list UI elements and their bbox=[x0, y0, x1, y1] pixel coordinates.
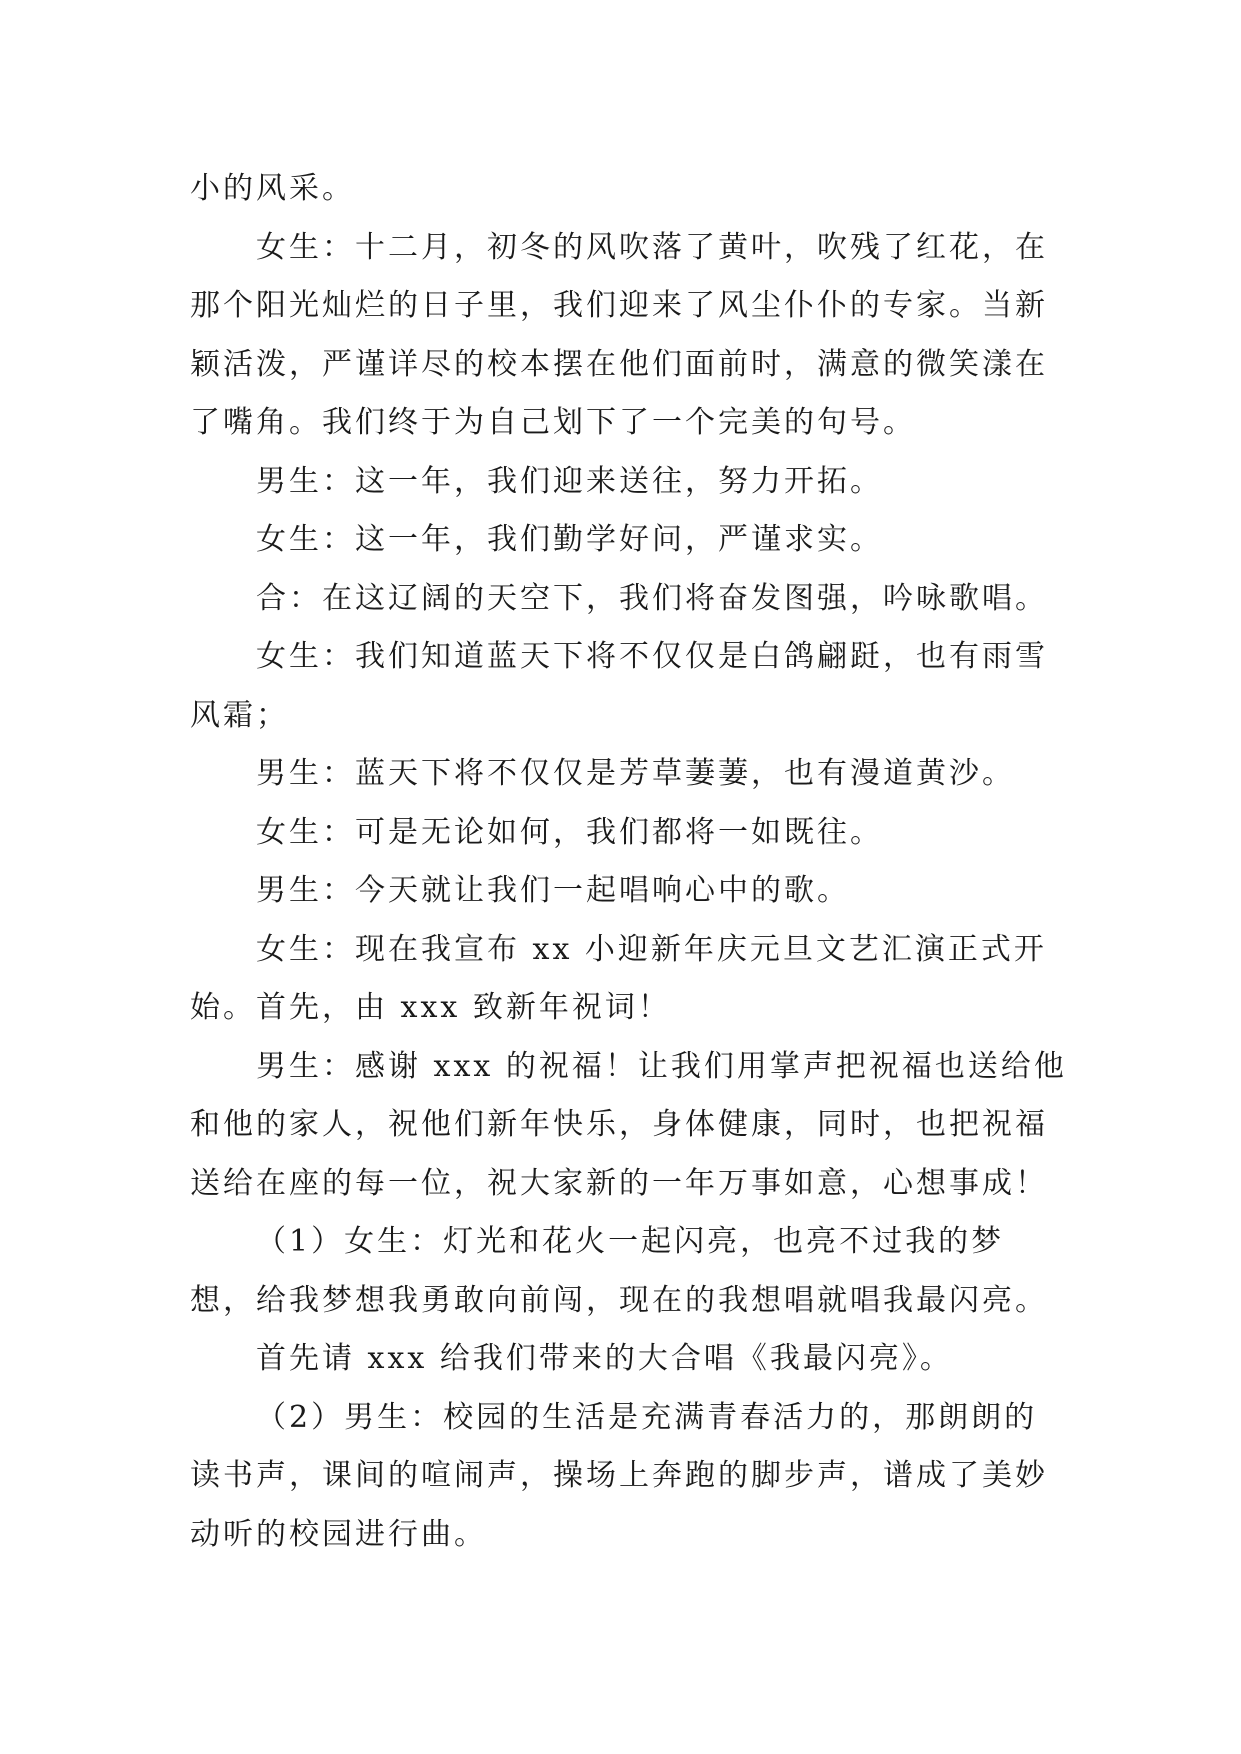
document-body bbox=[190, 160, 1070, 1564]
paragraph: （1）女生：灯光和花火一起闪亮，也亮不过我的梦想，给我梦想我勇敢向前闯，现在的我想唱就唱我最闪亮。 bbox=[190, 1224, 1048, 1318]
paragraph: 女生：十二月，初冬的风吹落了黄叶，吹残了红花，在那个阳光灿烂的日子里，我们迎来了风尘仆仆的专家。当新颖活泼，严谨详尽的校本摆在他们面前时，满意的微笑漾在了嘴角。我们终于为自己划下了一个完美的句号。 bbox=[190, 229, 1048, 440]
paragraph: 男生：今天就让我们一起唱响心中的歌。 bbox=[256, 873, 850, 908]
paragraph: 女生：这一年，我们勤学好问，严谨求实。 bbox=[256, 522, 883, 557]
paragraph: 小的风采。 bbox=[190, 171, 355, 206]
paragraph: 合：在这辽阔的天空下，我们将奋发图强，吟咏歌唱。 bbox=[256, 580, 1048, 616]
paragraph: 男生：感谢 xxx 的祝福！让我们用掌声把祝福也送给他和他的家人，祝他们新年快乐，身体健康，同时，也把祝福送给在座的每一位，祝大家新的一年万事如意，心想事成！ bbox=[190, 1048, 1067, 1201]
paragraph: 男生：蓝天下将不仅仅是芳草萋萋，也有漫道黄沙。 bbox=[256, 756, 1015, 791]
paragraph: （2）男生：校园的生活是充满青春活力的，那朗朗的读书声，课间的喧闹声，操场上奔跑的脚步声，谱成了美妙动听的校园进行曲。 bbox=[190, 1399, 1048, 1552]
paragraph: 女生：可是无论如何，我们都将一如既往。 bbox=[256, 814, 883, 850]
paragraph: 女生：现在我宣布 xx 小迎新年庆元旦文艺汇演正式开始。首先，由 xxx 致新年祝词！ bbox=[190, 931, 1047, 1025]
paragraph: 男生：这一年，我们迎来送往，努力开拓。 bbox=[256, 463, 883, 499]
paragraph: 首先请 xxx 给我们带来的大合唱《我最闪亮》。 bbox=[256, 1341, 953, 1376]
paragraph: 女生：我们知道蓝天下将不仅仅是白鸽翩跹，也有雨雪风霜； bbox=[190, 639, 1048, 733]
